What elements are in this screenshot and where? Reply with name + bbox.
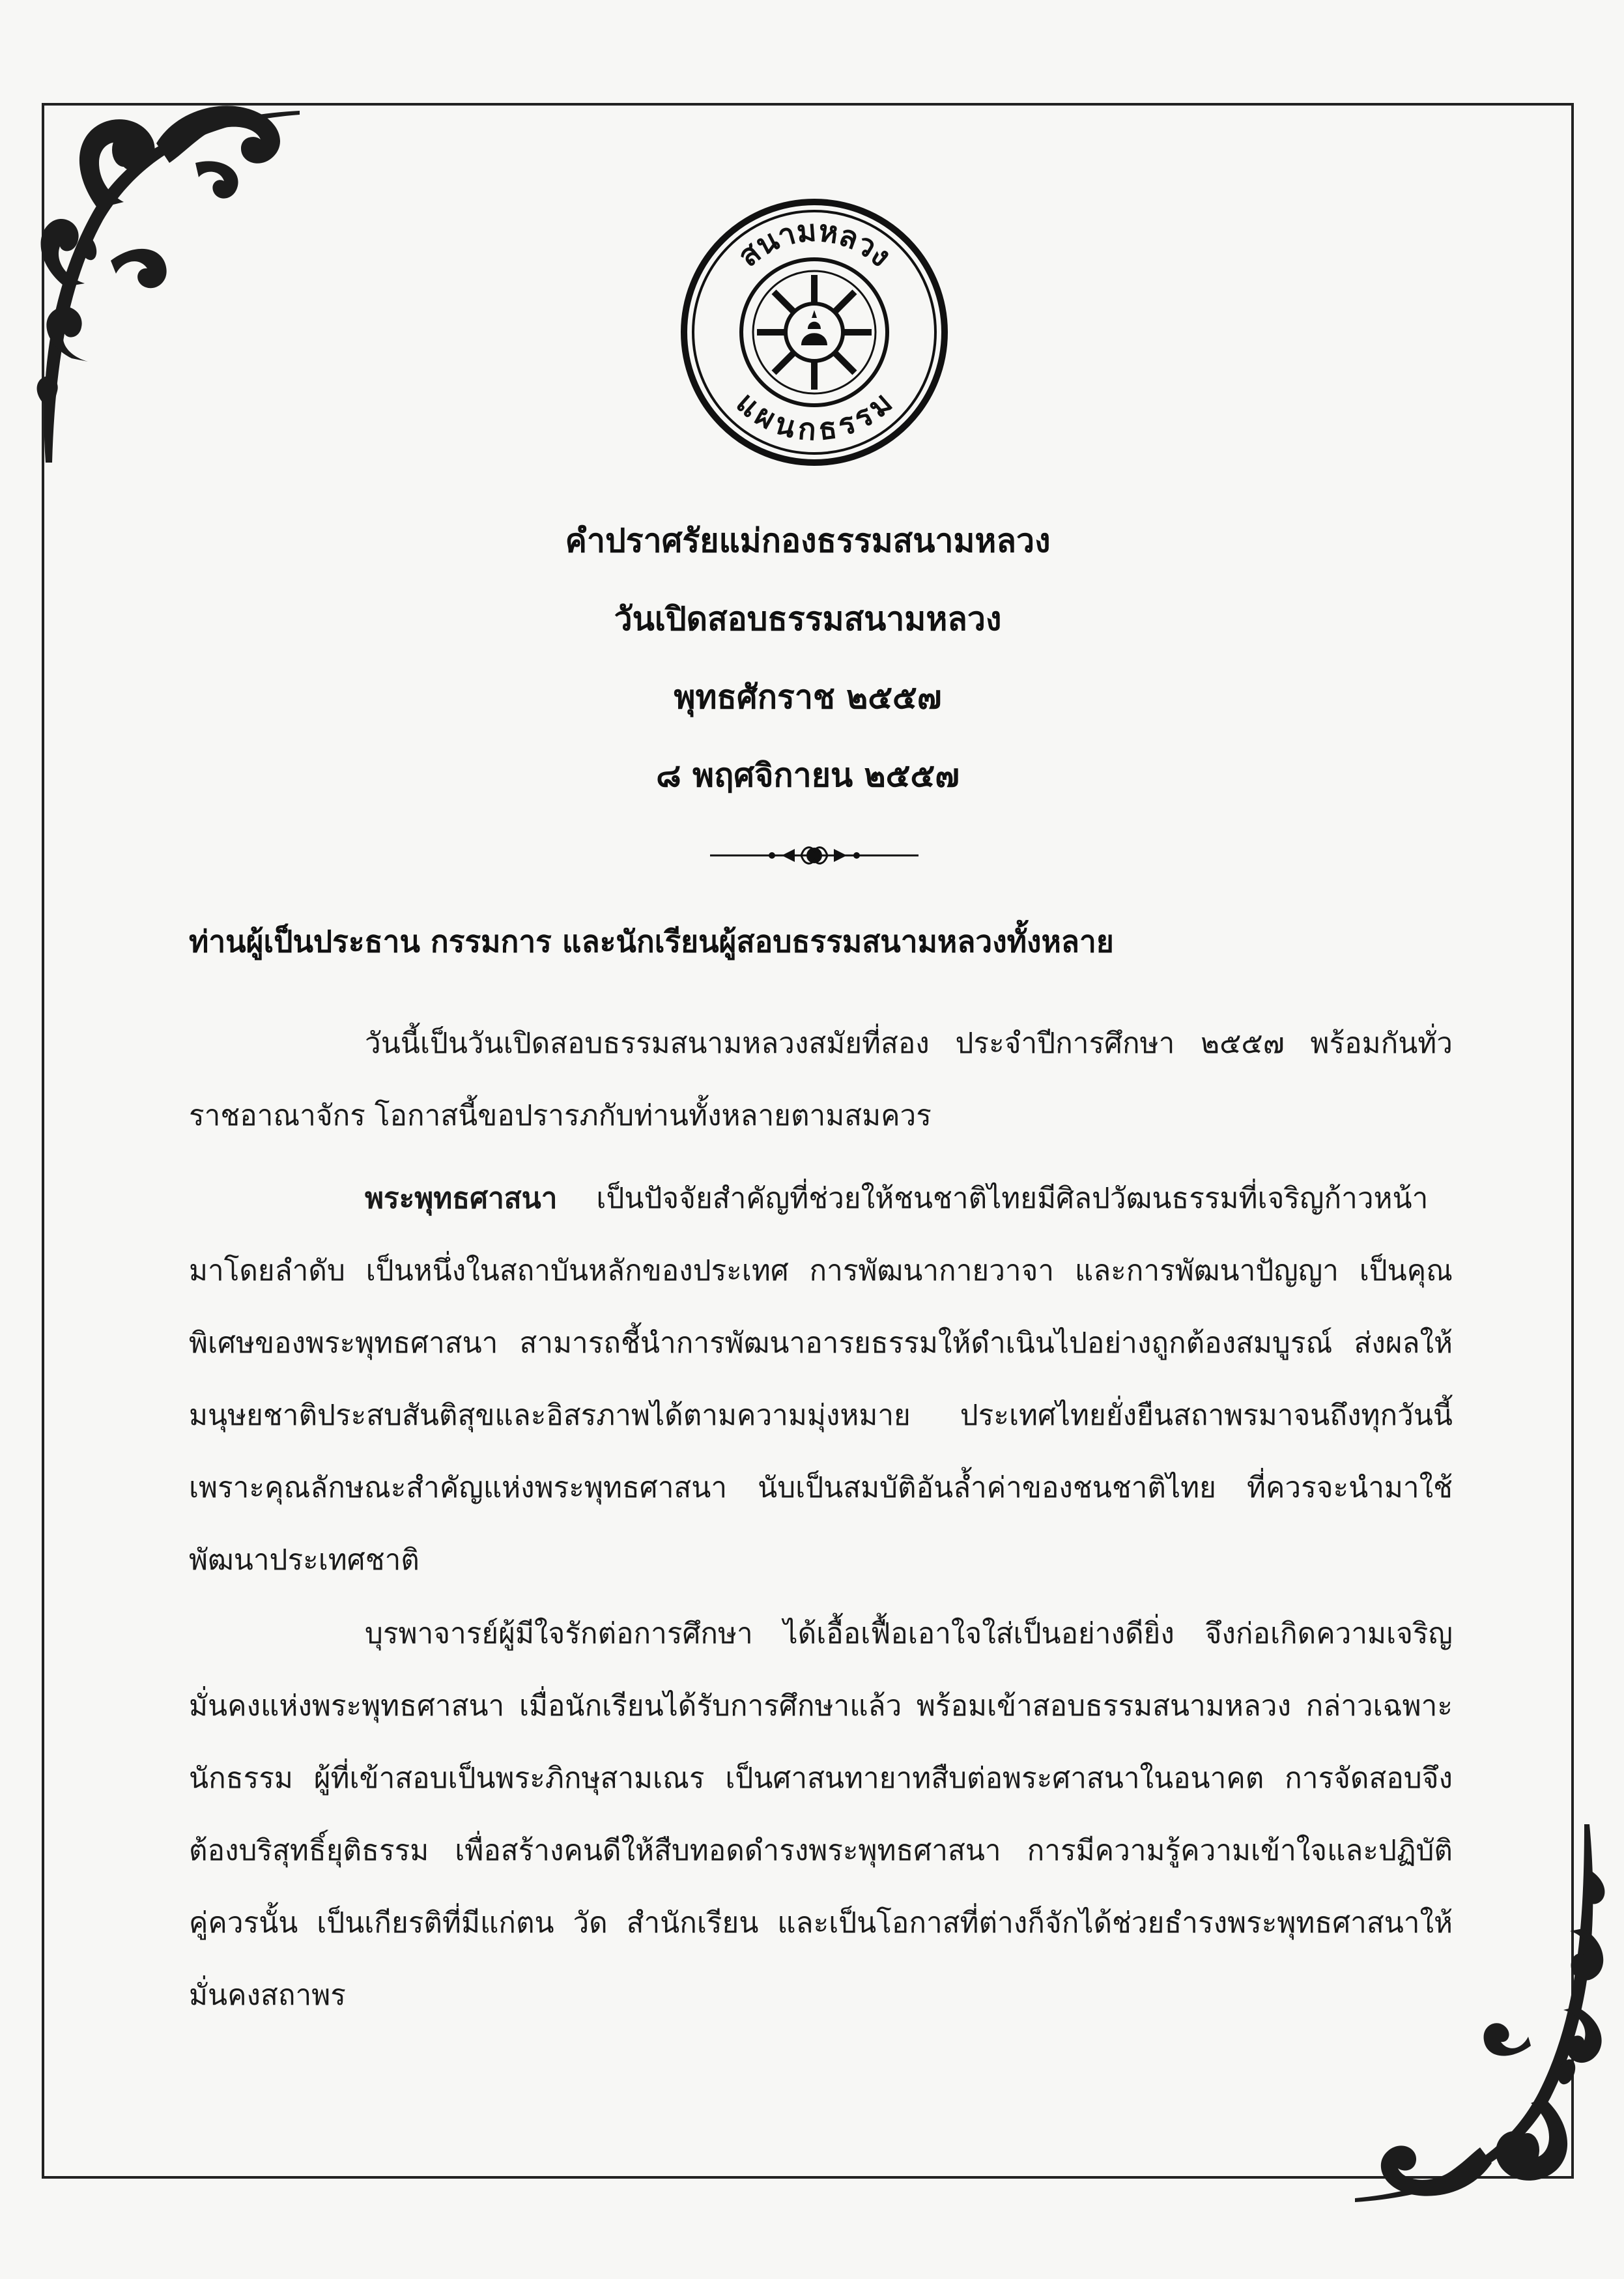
title-line-event: วันเปิดสอบธรรมสนามหลวง xyxy=(614,600,1002,638)
title-line-date: ๘ พฤศจิกายน ๒๕๕๗ xyxy=(656,756,960,794)
title-line-speech: คำปราศรัยแม่กองธรรมสนามหลวง xyxy=(565,522,1051,560)
seal-top-text: สนามหลวง xyxy=(731,212,898,274)
seal-bottom-text: แผนกธรรม xyxy=(729,384,900,448)
paragraph-opening xyxy=(189,1007,1453,1152)
svg-text:สนามหลวง xyxy=(731,212,898,274)
paragraph-buddhism-lead: พระพุทธศาสนา xyxy=(365,1182,558,1215)
paragraph-opening-text: วันนี้เป็นวันเปิดสอบธรรมสนามหลวงสมัยที่สอง ประจำปีการศึกษา ๒๕๕๗ พร้อมกันทั่วราชอาณาจักร โอกาสนี้ขอปรารภกับท่านทั้งหลายตามสมควร xyxy=(189,1027,1453,1132)
title-block xyxy=(42,521,1574,834)
paragraph-teachers-text: บุรพาจารย์ผู้มีใจรักต่อการศึกษา ได้เอื้อเฟื้อเอาใจใส่เป็นอย่างดียิ่ง จึงก่อเกิดความเจริญมั่นคงแห่งพระพุทธศาสนา เมื่อนักเรียนได้รับการศึกษาแล้ว พร้อมเข้าสอบธรรมสนามหลวง กล่าวเฉพาะนักธรรม ผู้ที่เข้าสอบเป็นพระภิกษุสามเณร เป็นศาสนทายาทสืบต่อพระศาสนาในอนาคต การจัดสอบจึงต้องบริสุทธิ์ยุติธรรม เพื่อสร้างคนดีให้สืบทอดดำรงพระพุทธศาสนา การมีความรู้ความเข้าใจและปฏิบัติคู่ควรนั้น เป็นเกียรติที่มีแก่ตน วัด สำนักเรียน และเป็นโอกาสที่ต่างก็จักได้ช่วยธำรงพระพุทธศาสนาให้มั่นคงสถาพร xyxy=(189,1617,1453,2012)
ornamental-divider xyxy=(710,839,919,872)
paragraph-buddhism xyxy=(189,1162,1453,1596)
dharma-wheel-seal xyxy=(677,195,951,469)
floral-corner-ornament-top-left xyxy=(26,72,326,476)
title-line-year: พุทธศักราช ๒๕๕๗ xyxy=(674,678,942,716)
salutation: ท่านผู้เป็นประธาน กรรมการ และนักเรียนผู้สอบธรรมสนามหลวงทั้งหลาย xyxy=(189,924,1114,959)
paragraph-buddhism-text: เป็นปัจจัยสำคัญที่ช่วยให้ชนชาติไทยมีศิลปวัฒนธรรมที่เจริญก้าวหน้ามาโดยลำดับ เป็นหนึ่งในสถาบันหลักของประเทศ การพัฒนากายวาจา และการพัฒนาปัญญา เป็นคุณพิเศษของพระพุทธศาสนา สามารถชี้นำการพัฒนาอารยธรรมให้ดำเนินไปอย่างถูกต้องสมบูรณ์ ส่งผลให้มนุษยชาติประสบสันติสุขและอิสรภาพได้ตามความมุ่งหมาย ประเทศไทยยั่งยืนสถาพรมาจนถึงทุกวันนี้ เพราะคุณลักษณะสำคัญแห่งพระพุทธศาสนา นับเป็นสมบัติอันล้ำค่าของชนชาติไทย ที่ควรจะนำมาใช้พัฒนาประเทศชาติ xyxy=(189,1182,1453,1577)
paragraph-teachers xyxy=(189,1598,1453,2031)
